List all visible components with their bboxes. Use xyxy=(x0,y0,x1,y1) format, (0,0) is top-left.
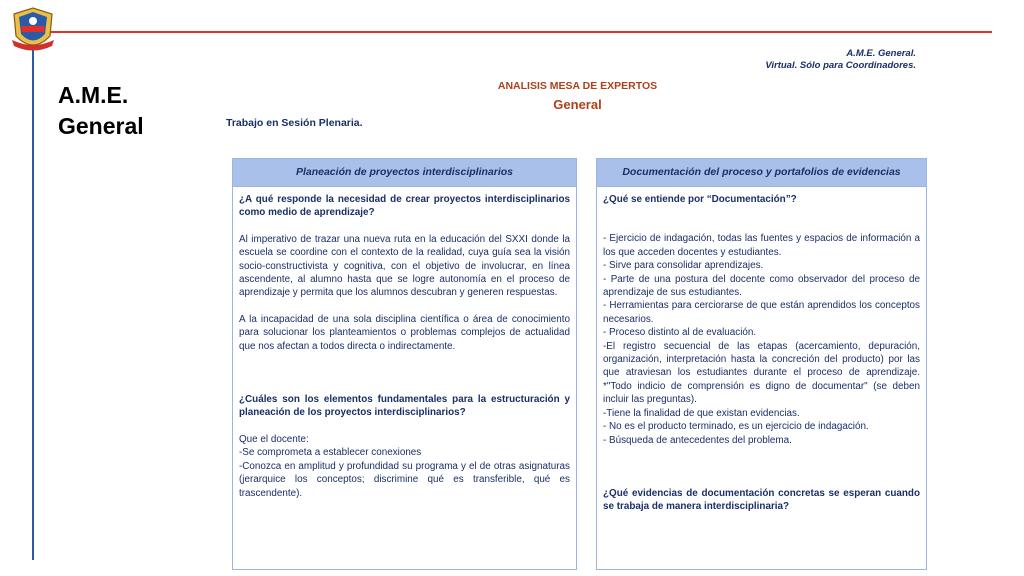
side-rule xyxy=(32,30,34,560)
documentation-item: - Parte de una postura del docente como observador del proceso de aprendizaje de sus estudiantes. xyxy=(603,273,920,299)
planning-answer-2-item-1: -Se comprometa a establecer conexiones xyxy=(239,447,422,459)
top-rule xyxy=(38,31,992,33)
documentation-item: -El registro secuencial de las etapas (acercamiento, depuración, organización, interpretación hasta la concreción del producto) por las que atraviesan los estudiantes durante el proceso de aprendizaje. *"Todo indicio de comprensión es digno de documentar" (se deben incluir las preguntas). xyxy=(603,340,920,406)
documentation-item: - Ejercicio de indagación, todas las fuentes y espacios de información a los que acceden docentes y estudiantes. xyxy=(603,233,920,258)
documentation-question-1: ¿Qué se entiende por “Documentación”? xyxy=(603,194,797,205)
planning-answer-2-intro: Que el docente: xyxy=(239,433,309,445)
planning-panel-body xyxy=(233,187,576,504)
planning-panel xyxy=(232,158,577,570)
planning-question-2: ¿Cuáles son los elementos fundamentales para la estructuración y planeación de los proyectos interdisciplinarios? xyxy=(239,394,570,419)
document-title-line1: ANALISIS MESA DE EXPERTOS xyxy=(497,80,658,92)
corner-note: A.M.E. General. Virtual. Sólo para Coordinadores. xyxy=(765,48,916,71)
document-title-line2: General xyxy=(553,97,602,112)
planning-answer-1-paragraph-1: Al imperativo de trazar una nueva ruta en la educación del SXXI donde la escuela se coordine con el contexto de la realidad, cuya guía sea la visión socio-constructivista y cognitiva, con el objetivo de involucrar, en línea ascendente, al alumno hasta que se logre autonomía en el proceso de aprendizaje y permita que los alumnos descubran y generen respuestas. xyxy=(239,233,570,299)
documentation-item: - Herramientas para cerciorarse de que están aprendidos los conceptos necesarios. xyxy=(603,300,920,325)
documentation-panel-header: Documentación del proceso y portafolios de evidencias xyxy=(597,159,926,187)
planning-answer-2-item-2: -Conozca en amplitud y profundidad su programa y el de otras asignaturas (jerarquice los conceptos; discrimine qué es transferible, qué es trascendente). xyxy=(239,460,570,499)
planning-panel-header: Planeación de proyectos interdisciplinarios xyxy=(233,159,576,187)
documentation-item: - Búsqueda de antecedentes del problema. xyxy=(603,434,792,446)
slide-title: A.M.E. General xyxy=(58,82,144,139)
documentation-item: - Proceso distinto al de evaluación. xyxy=(603,327,757,339)
planning-answer-1-paragraph-2: A la incapacidad de una sola disciplina científica o área de conocimiento para solucionar los planteamientos o problemas complejos de actualidad que nos afectan a todos directa o indirectamente. xyxy=(239,313,570,352)
documentation-item: - No es el producto terminado, es un ejercicio de indagación. xyxy=(603,421,869,433)
planning-question-1: ¿A qué responde la necesidad de crear proyectos interdisciplinarios como medio de aprendizaje? xyxy=(239,194,570,219)
documentation-item: - Sirve para consolidar aprendizajes. xyxy=(603,260,764,272)
documentation-panel xyxy=(596,158,927,570)
documentation-item: -Tiene la finalidad de que existan evidencias. xyxy=(603,407,800,419)
school-crest-icon xyxy=(10,6,56,56)
documentation-panel-body xyxy=(597,187,926,518)
document-title xyxy=(465,80,690,112)
session-label: Trabajo en Sesión Plenaria. xyxy=(226,117,363,129)
documentation-question-2: ¿Qué evidencias de documentación concretas se esperan cuando se trabaja de manera interdisciplinaria? xyxy=(603,487,920,513)
